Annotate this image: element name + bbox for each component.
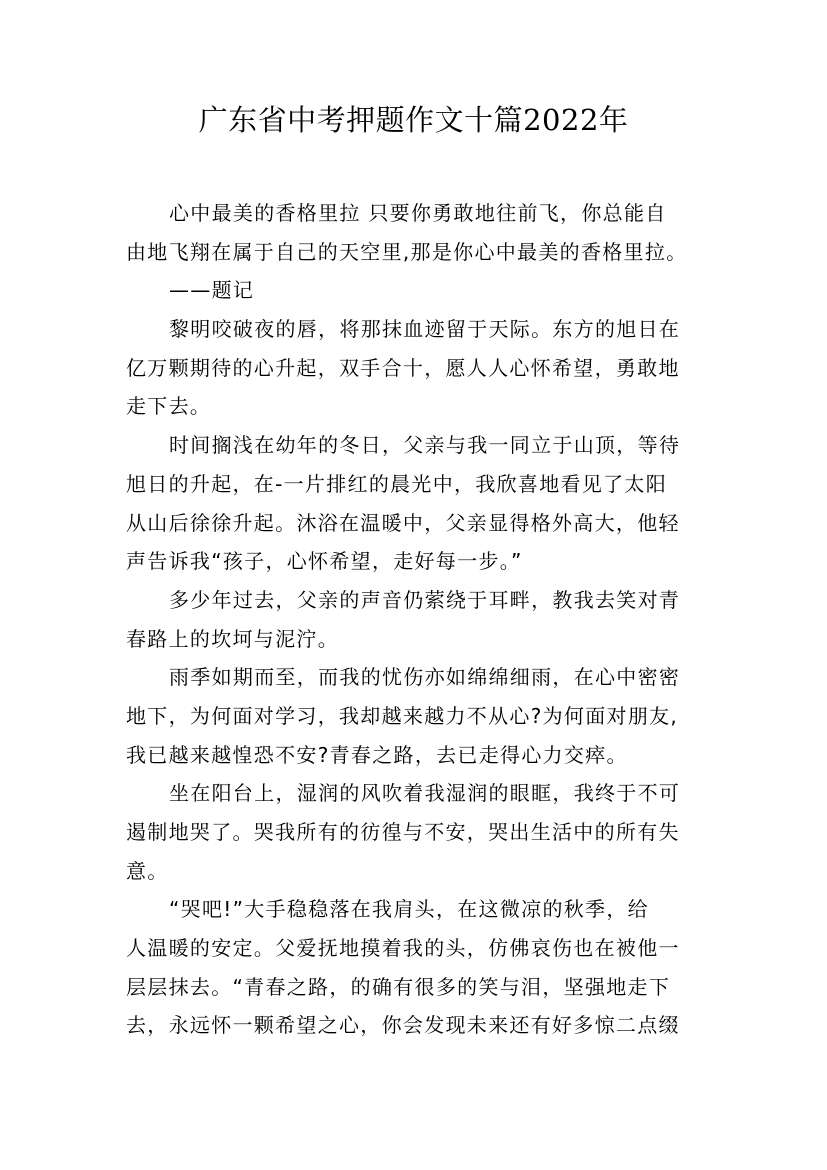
text-line: 人温暖的安定。父爱抚地摸着我的头，仿佛哀伤也在被他一	[126, 936, 680, 961]
text-line: 遏制地哭了。哭我所有的彷徨与不安，哭出生活中的所有失	[126, 820, 680, 844]
text-line: 走下去。	[126, 394, 212, 419]
text-line: 春路上的坎坷与泥泞。	[126, 626, 339, 651]
text-line: 声告诉我“孩子，心怀希望，走好每一步。”	[126, 549, 523, 574]
document-title: 广东省中考押题作文十篇2022年	[198, 103, 629, 137]
text-line: 层层抹去。“青春之路，的确有很多的笑与泪，坚强地走下	[126, 974, 671, 999]
document-body	[126, 194, 716, 1045]
text-line: 从山后徐徐升起。沐浴在温暖中，父亲显得格外高大，他轻	[126, 510, 680, 535]
text-line: 地下，为何面对学习，我却越来越力不从心?为何面对朋友,	[126, 703, 679, 728]
text-line: 去，永远怀一颗希望之心，你会发现未来还有好多惊二点缀	[126, 1013, 680, 1038]
text-line: 我已越来越惶恐不安?青春之路，去已走得心力交瘁。	[126, 742, 628, 767]
text-line: ——题记	[169, 278, 255, 303]
text-line: 多少年过去，父亲的声音仍萦绕于耳畔，教我去笑对青	[169, 587, 681, 612]
text-line: “哭吧!”大手稳稳落在我肩头，在这微凉的秋季，给	[169, 897, 649, 922]
text-line: 雨季如期而至，而我的忧伤亦如绵绵细雨，在心中密密	[169, 665, 681, 690]
text-line: 心中最美的香格里拉 只要你勇敢地往前飞，你总能自	[169, 201, 667, 225]
text-line: 意。	[126, 858, 169, 883]
text-line: 旭日的升起，在-一片排红的晨光中，我欣喜地看见了太阳	[126, 471, 668, 496]
text-line: 由地飞翔在属于自己的天空里,那是你心中最美的香格里拉。	[126, 239, 688, 264]
text-line: 时间搁浅在幼年的冬日，父亲与我一同立于山顶，等待	[169, 433, 681, 458]
text-line: 亿万颗期待的心升起，双手合十，愿人人心怀希望，勇敢地	[126, 355, 680, 380]
text-line: 黎明咬破夜的唇，将那抹血迹留于天际。东方的旭日在	[169, 317, 681, 342]
text-line: 坐在阳台上，湿润的风吹着我湿润的眼眶，我终于不可	[169, 781, 681, 806]
